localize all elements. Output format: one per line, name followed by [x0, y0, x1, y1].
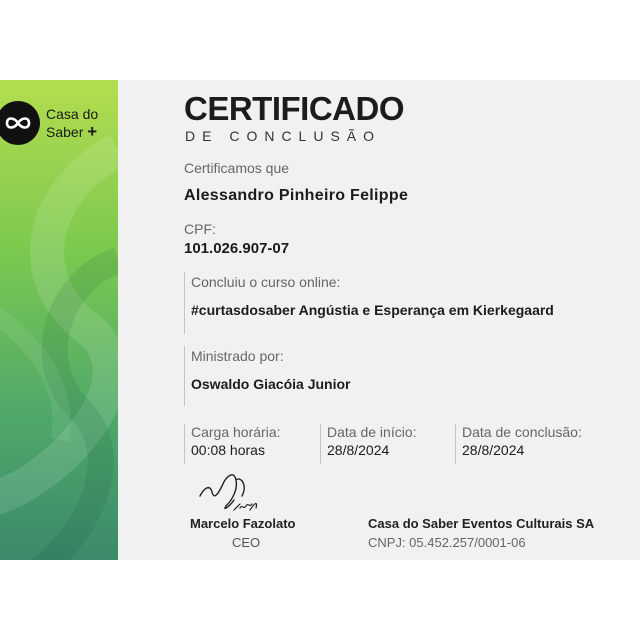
infinity-logo-icon [0, 101, 40, 145]
signatory-role: CEO [232, 535, 261, 550]
course-section [184, 272, 554, 334]
start-date-label: Data de início: [327, 424, 417, 440]
cpf-label: CPF: [184, 221, 216, 237]
cpf-value: 101.026.907-07 [184, 240, 290, 257]
brand-name [46, 106, 98, 141]
brand-name-line1: Casa do [46, 105, 99, 122]
signatory-name: Marcelo Fazolato [190, 516, 296, 531]
hours-value: 00:08 horas [191, 442, 265, 458]
instructor-section [184, 346, 351, 406]
end-date-value: 28/8/2024 [462, 442, 525, 458]
course-label: Concluiu o curso online: [191, 274, 341, 290]
infinity-swirl-decoration [0, 80, 118, 560]
start-date-section [320, 424, 417, 464]
certificate-title: CERTIFICADO [184, 90, 404, 127]
hours-label: Carga horária: [191, 424, 281, 440]
hours-section [184, 424, 281, 464]
instructor-label: Ministrado por: [191, 348, 284, 364]
course-name: #curtasdosaber Angústia e Esperança em Kierkegaard [191, 302, 554, 318]
end-date-section [455, 424, 582, 464]
handwritten-signature [196, 466, 266, 518]
company-name: Casa do Saber Eventos Culturais SA [368, 516, 595, 531]
certificate-subtitle: DE CONCLUSÃO [185, 128, 382, 144]
start-date-value: 28/8/2024 [327, 442, 390, 458]
brand-logo [0, 100, 98, 146]
certify-label: Certificamos que [184, 160, 290, 176]
certificate [0, 80, 640, 560]
company-cnpj: CNPJ: 05.452.257/0001-06 [368, 535, 526, 550]
end-date-label: Data de conclusão: [462, 424, 582, 440]
brand-plus: + [87, 121, 98, 141]
student-name: Alessandro Pinheiro Felippe [184, 187, 409, 204]
decorative-side-panel [0, 80, 118, 560]
instructor-name: Oswaldo Giacóia Junior [191, 376, 351, 392]
brand-name-line2: Saber [46, 123, 84, 140]
